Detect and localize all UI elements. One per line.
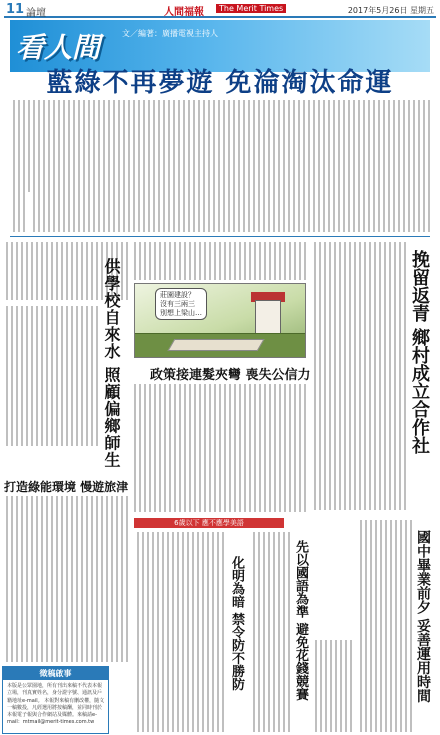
masthead-en: The Merit Times [216, 4, 286, 13]
section-name: 論壇 [26, 8, 46, 19]
notice-body: 本版是公眾園地，所有刊出來稿不代表本報立場，刊真實姓名，身分證字號、通訊及戶籍地址e-mail。 本報對來稿有刪改權，隨文一稿數投，凡經選用將按稿酬，並同時刊於本報電子報與合作網站及媒體。來稿請e-mail：mtmail@merit-times.com.tw [7, 683, 105, 726]
main-headline: 藍綠不再夢遊 免淪淘汰命運 [46, 68, 394, 98]
headline-left-middle: 供學校自來水 照顧偏鄉師生 [102, 258, 121, 469]
article-center-lower-body-2 [250, 532, 290, 732]
lead-article-body [10, 100, 430, 232]
article-left-bottom-body [4, 496, 128, 662]
divider [10, 236, 430, 237]
notice-title: 徵稿啟事 [3, 667, 108, 680]
headline-left-bottom: 打造綠能環境 慢遊旅津 [4, 480, 129, 494]
cartoon-speech-bubble [155, 288, 207, 320]
page-number: 11 [6, 2, 25, 17]
article-center-body [134, 384, 306, 512]
article-center-right-lower-body [312, 640, 352, 732]
headline-right-top: 挽留返青 鄉村成立合作社 [409, 250, 430, 455]
masthead: 人間福報 [164, 7, 204, 18]
article-left-middle-body [4, 306, 98, 446]
cartoon-road [168, 339, 265, 351]
column-host: 文／編著：廣播電視主持人 [122, 29, 218, 38]
page-header [4, 2, 436, 18]
submission-notice [2, 666, 109, 734]
bubble-line: 莊園建設？ [160, 291, 195, 299]
publication-date: 2017年5月26日 星期五 [347, 6, 434, 15]
headline-center-lower: 化明為暗 禁令防不勝防 [229, 556, 244, 691]
bubble-line: 別想上梁山… [160, 308, 202, 317]
headline-right-bottom: 國中畢業前夕 妥善運用時間 [415, 530, 431, 703]
headline-center-right-lower: 先以國語為準 避免花錢競賽 [293, 540, 308, 701]
article-center-lower-body [134, 532, 224, 732]
article-right-top-body [312, 242, 406, 510]
article-right-bottom-body [356, 520, 412, 732]
debate-topic-band: 6歲以下 應不應學美語 [134, 518, 284, 528]
article-center-top-body [134, 242, 306, 280]
bubble-line: 沒有三兩三 [160, 299, 195, 308]
column-logo: 看人間 [16, 31, 101, 64]
headline-center-caption: 政策接連髮夾彎 喪失公信力 [150, 368, 311, 383]
editorial-cartoon [134, 283, 306, 358]
